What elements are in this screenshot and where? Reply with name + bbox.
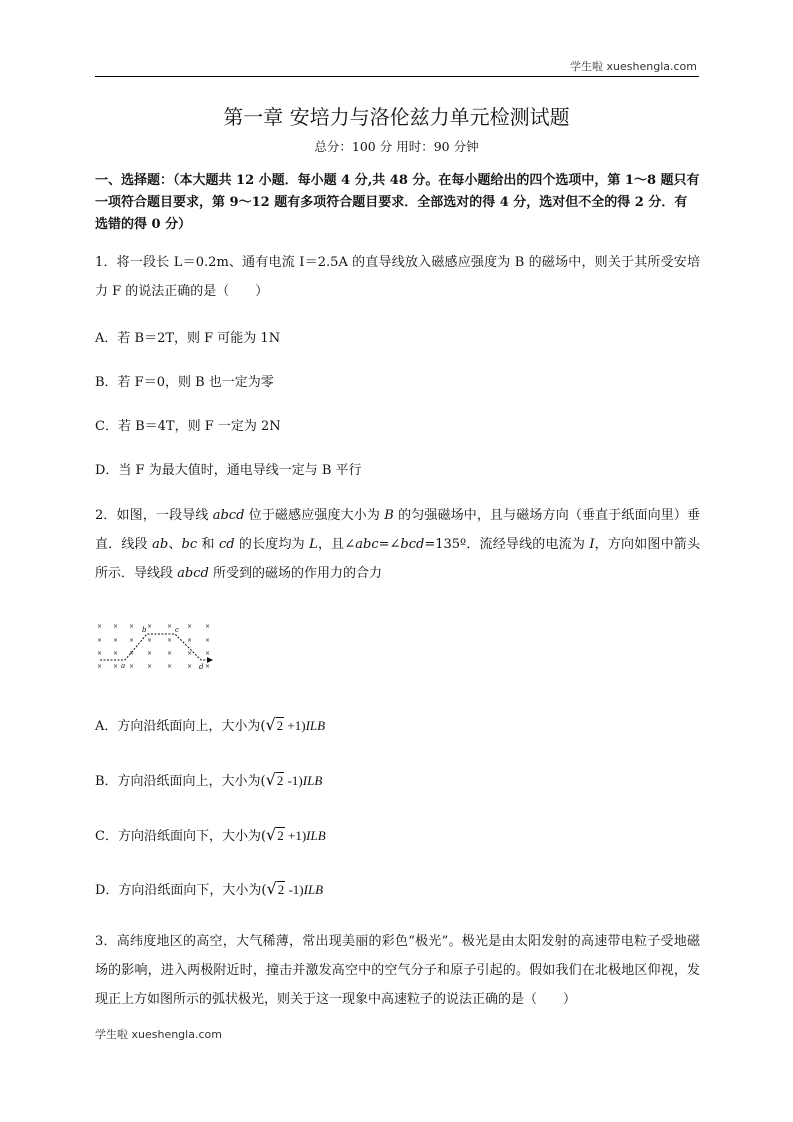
question-2-option-b: [95, 771, 322, 791]
option-text: A．方向沿纸面向上，大小为(: [95, 719, 266, 734]
svg-text:×: ×: [113, 637, 119, 644]
svg-text:×: ×: [97, 650, 103, 657]
svg-text:×: ×: [129, 663, 135, 670]
q2-text: =135º．流经导线的电流为: [424, 537, 590, 552]
svg-text:×: ×: [147, 663, 153, 670]
svg-text:×: ×: [187, 637, 193, 644]
option-formula: ILB: [302, 773, 323, 788]
q2-text: 所受到的磁场的作用力的合力: [208, 566, 382, 581]
question-1-option-c: C．若 B＝4T，则 F 一定为 2N: [95, 419, 281, 434]
q2-var: L: [309, 537, 318, 552]
svg-text:×: ×: [147, 623, 153, 630]
svg-text:×: ×: [129, 650, 135, 657]
svg-text:×: ×: [147, 637, 153, 644]
option-text: B．方向沿纸面向上，大小为(: [95, 774, 266, 789]
sqrt-sign: √: [265, 770, 276, 789]
radicand: 2: [277, 882, 285, 897]
question-1-option-d: D．当 F 为最大值时，通电导线一定与 B 平行: [95, 463, 362, 478]
option-formula: ILB: [303, 882, 324, 897]
q2-var: ab: [152, 537, 169, 552]
option-text: C．方向沿纸面向下，大小为(: [95, 829, 267, 844]
page-title: 第一章 安培力与洛伦兹力单元检测试题: [223, 105, 570, 129]
question-2-stem: [95, 501, 700, 588]
svg-text:×: ×: [205, 663, 211, 670]
q2-text: 、: [168, 537, 182, 552]
svg-text:×: ×: [205, 637, 211, 644]
svg-text:×: ×: [97, 623, 103, 630]
point-label-a: a: [121, 662, 126, 670]
svg-text:×: ×: [97, 663, 103, 670]
q2-var: I: [589, 537, 595, 552]
header-site-label: 学生啦 xueshengla.com: [570, 60, 697, 73]
sqrt-sign: √: [266, 879, 277, 898]
question-2-option-d: [95, 880, 323, 900]
radicand: 2: [277, 828, 284, 843]
page-subtitle: 总分：100 分 用时：90 分钟: [314, 139, 479, 154]
option-formula: ILB: [306, 828, 326, 843]
q2-text: 的匀强磁场中，且与磁场方向（垂直于纸面向里）垂直．线段: [95, 508, 701, 552]
svg-text:×: ×: [167, 637, 173, 644]
point-label-d: d: [199, 663, 204, 671]
svg-text:×: ×: [205, 650, 211, 657]
svg-text:×: ×: [205, 623, 211, 630]
svg-text:×: ×: [97, 637, 103, 644]
sqrt-sign: √: [266, 825, 277, 844]
question-2-option-a: [95, 716, 325, 736]
point-label-c: c: [175, 626, 179, 634]
svg-text:×: ×: [113, 663, 119, 670]
svg-text:×: ×: [129, 623, 135, 630]
svg-text:×: ×: [147, 650, 153, 657]
svg-text:×: ×: [113, 623, 119, 630]
question-1-option-b: B．若 F＝0，则 B 也一定为零: [95, 375, 274, 390]
svg-text:×: ×: [167, 623, 173, 630]
q2-text: =∠: [378, 537, 401, 552]
q2-text: 2．如图，一段导线: [95, 508, 213, 523]
header-divider: [95, 76, 699, 77]
q2-text: ，且∠: [317, 537, 356, 552]
footer-site-label: 学生啦 xueshengla.com: [95, 1028, 222, 1041]
option-text: -1): [284, 773, 303, 788]
point-label-b: b: [142, 626, 147, 634]
svg-text:×: ×: [167, 663, 173, 670]
q2-var: bc: [181, 537, 198, 552]
option-text: +1): [284, 718, 306, 733]
q2-var: abc: [355, 537, 379, 552]
question-3-stem: 3．高纬度地区的高空，大气稀薄，常出现美丽的彩色“极光”。极光是由太阳发射的高速带电粒子受地磁场的影响，进入两极附近时，撞击并激发高空中的空气分子和原子引起的。假如我们在北极地区仰视，发现正上方如图所示的弧状极光，则关于这一现象中高速粒子的说法正确的是（ ）: [95, 934, 700, 1007]
option-formula: ILB: [305, 718, 326, 733]
field-marks: [97, 623, 210, 670]
question-1-stem: 1．将一段长 L＝0.2m、通有电流 I＝2.5A 的直导线放入磁感应强度为 B 的磁场中，则关于其所受安培力 F 的说法正确的是（ ）: [95, 255, 700, 299]
question-1-option-a: A．若 B＝2T，则 F 可能为 1N: [95, 331, 281, 346]
svg-text:×: ×: [167, 650, 173, 657]
q2-var: abcd: [212, 508, 245, 523]
section-heading: 一、选择题：（本大题共 12 小题．每小题 4 分,共 48 分。在每小题给出的四个选项中，第 1～8 题只有一项符合题目要求，第 9～12 题有多项符合题目要求．全部选对的得 4 分，选对但不全的得 2 分．有选错的得 0 分）: [95, 173, 700, 232]
svg-text:×: ×: [113, 650, 119, 657]
svg-text:×: ×: [129, 637, 135, 644]
svg-text:×: ×: [187, 663, 193, 670]
q2-var: abcd: [177, 566, 209, 581]
sqrt-sign: √: [265, 715, 276, 734]
q2-text: 位于磁感应强度大小为: [244, 508, 385, 523]
q2-text: 的长度均为: [234, 537, 310, 552]
svg-text:×: ×: [187, 650, 193, 657]
option-text: D．方向沿纸面向下，大小为(: [95, 883, 267, 898]
radicand: 2: [276, 773, 284, 788]
q2-text: 和: [197, 537, 219, 552]
question-2-option-c: [95, 826, 326, 846]
radicand: 2: [276, 718, 284, 733]
option-text: -1): [285, 882, 304, 897]
q2-text: ，方向如图中箭头所示．导线段: [95, 537, 700, 581]
q2-var: cd: [218, 537, 235, 552]
svg-text:×: ×: [187, 623, 193, 630]
option-text: +1): [284, 828, 307, 843]
magnetic-field-wire-figure: [95, 622, 217, 672]
q2-var: B: [384, 508, 394, 523]
q2-var: bcd: [400, 537, 425, 552]
